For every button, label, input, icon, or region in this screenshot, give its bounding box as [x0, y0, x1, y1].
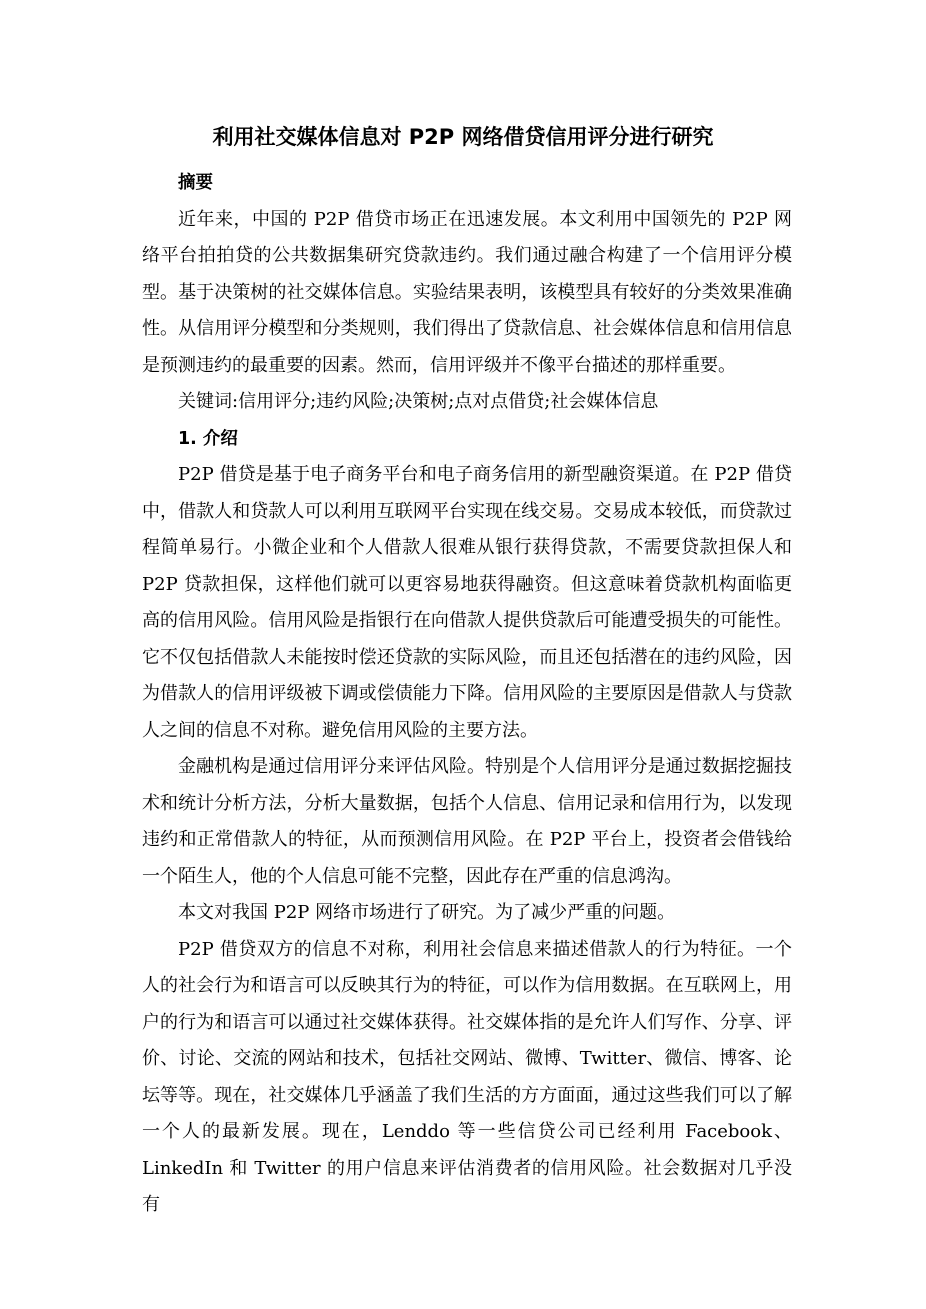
body-paragraph: P2P 借贷是基于电子商务平台和电子商务信用的新型融资渠道。在 P2P 借贷中，借款人和贷款人可以利用互联网平台实现在线交易。交易成本较低，而贷款过程简单易行。小微企业和个人借款人很难从银行获得贷款，不需要贷款担保人和 P2P 贷款担保，这样他们就可以更容易地获得融资。但这意味着贷款机构面临更高的信用风险。信用风险是指银行在向借款人提供贷款后可能遭受损失的可能性。它不仅包括借款人未能按时偿还贷款的实际风险，而且还包括潜在的违约风险，因为借款人的信用评级被下调或偿债能力下降。信用风险的主要原因是借款人与贷款人之间的信息不对称。避免信用风险的主要方法。 — [142, 464, 792, 741]
document-title: 利用社交媒体信息对 P2P 网络借贷信用评分进行研究 — [212, 125, 714, 149]
body-paragraph: 本文对我国 P2P 网络市场进行了研究。为了减少严重的问题。 — [178, 902, 676, 923]
document-body — [142, 165, 792, 1224]
body-paragraph: 金融机构是通过信用评分来评估风险。特别是个人信用评分是通过数据挖掘技术和统计分析方法，分析大量数据，包括个人信息、信用记录和信用行为，以发现违约和正常借款人的特征，从而预测信用风险。在 P2P 平台上，投资者会借钱给一个陌生人，他的个人信息可能不完整，因此存在严重的信息鸿沟。 — [142, 756, 792, 887]
abstract-paragraph: 近年来，中国的 P2P 借贷市场正在迅速发展。本文利用中国领先的 P2P 网络平台拍拍贷的公共数据集研究贷款违约。我们通过融合构建了一个信用评分模型。基于决策树的社交媒体信息。实验结果表明，该模型具有较好的分类效果准确性。从信用评分模型和分类规则，我们得出了贷款信息、社会媒体信息和信用信息是预测违约的最重要的因素。然而，信用评级并不像平台描述的那样重要。 — [142, 208, 792, 376]
section-heading-introduction: 1. 介绍 — [178, 428, 238, 449]
keywords-line: 关键词:信用评分;违约风险;决策树;点对点借贷;社会媒体信息 — [178, 391, 659, 412]
body-paragraph: P2P 借贷双方的信息不对称，利用社会信息来描述借款人的行为特征。一个人的社会行为和语言可以反映其行为的特征，可以作为信用数据。在互联网上，用户的行为和语言可以通过社交媒体获得。社交媒体指的是允许人们写作、分享、评价、讨论、交流的网站和技术，包括社交网站、微博、Twitter、微信、博客、论坛等等。现在，社交媒体几乎涵盖了我们生活的方方面面，通过这些我们可以了解一个人的最新发展。现在，Lenddo 等一些信贷公司已经利用 Facebook、LinkedIn 和 Twitter 的用户信息来评估消费者的信用风险。社会数据对几乎没有 — [142, 938, 792, 1215]
abstract-heading: 摘要 — [178, 173, 213, 193]
